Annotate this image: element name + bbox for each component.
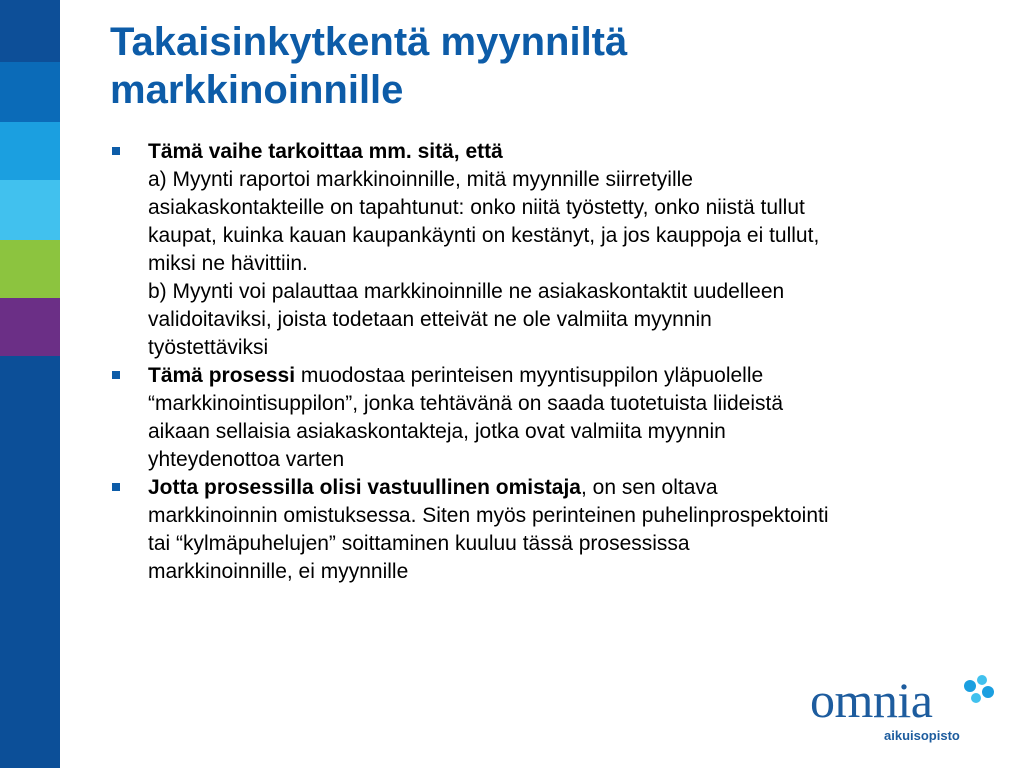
stripe-band-sky [0, 122, 60, 180]
title-line-2: markkinoinnille [110, 68, 404, 112]
bullet-item-3 [112, 474, 992, 586]
bullet-3-line: markkinoinnille, ei myynnille [148, 560, 409, 583]
stripe-band-purple [0, 298, 60, 356]
slide-title [110, 18, 990, 114]
logo-wordmark: omnia [810, 672, 933, 728]
bullet-1-line: asiakaskontakteille on tapahtunut: onko niitä työstetty, onko niistä tullut [148, 196, 805, 219]
square-bullet-icon [112, 147, 120, 155]
stripe-band-cyan [0, 180, 60, 240]
stripe-band-green [0, 240, 60, 298]
bullet-2-line: yhteydenottoa varten [148, 448, 345, 471]
stripe-band-navy [0, 0, 60, 62]
bullet-2-bold: Tämä prosessi [148, 364, 296, 387]
bullet-1-line: miksi ne hävittiin. [148, 252, 308, 275]
omnia-logo [810, 672, 1000, 752]
bullet-2-rest: muodostaa perinteisen myyntisuppilon yläpuolelle [295, 364, 764, 387]
left-color-stripe [0, 0, 60, 768]
bullet-1-heading: Tämä vaihe tarkoittaa mm. sitä, että [148, 140, 503, 163]
square-bullet-icon [112, 371, 120, 379]
bullet-1-line: työstettäviksi [148, 336, 269, 359]
logo-dots-icon [958, 672, 998, 712]
bullet-2-line: “markkinointisuppilon”, jonka tehtävänä on saada tuotetuista liideistä [148, 392, 784, 415]
bullet-2-line: aikaan sellaisia asiakaskontakteja, jotka ovat valmiita myynnin [148, 420, 726, 443]
bullet-3-bold: Jotta prosessilla olisi vastuullinen omistaja [148, 476, 581, 499]
square-bullet-icon [112, 483, 120, 491]
bullet-1-line: kaupat, kuinka kauan kaupankäynti on kestänyt, ja jos kauppoja ei tullut, [148, 224, 820, 247]
bullet-3-rest: , on sen oltava [580, 476, 718, 499]
bullet-2-first-line [148, 362, 992, 390]
logo-subtitle: aikuisopisto [884, 728, 960, 743]
bullet-1-line: a) Myynti raportoi markkinoinnille, mitä myynnille siirretyille [148, 168, 693, 191]
bullet-item-2 [112, 362, 992, 474]
bullet-3-line: tai “kylmäpuhelujen” soittaminen kuuluu tässä prosessissa [148, 532, 690, 555]
bullet-3-first-line [148, 474, 992, 502]
stripe-band-navy-bottom [0, 356, 60, 768]
bullet-item-1 [112, 138, 992, 362]
bullet-list [112, 138, 992, 586]
stripe-band-blue [0, 62, 60, 122]
title-line-1: Takaisinkytkentä myynniltä [110, 20, 628, 64]
bullet-3-line: markkinoinnin omistuksessa. Siten myös perinteinen puhelinprospektointi [148, 504, 829, 527]
bullet-1-line: b) Myynti voi palauttaa markkinoinnille ne asiakaskontaktit uudelleen [148, 280, 785, 303]
bullet-1-line: validoitaviksi, joista todetaan etteivät ne ole valmiita myynnin [148, 308, 712, 331]
